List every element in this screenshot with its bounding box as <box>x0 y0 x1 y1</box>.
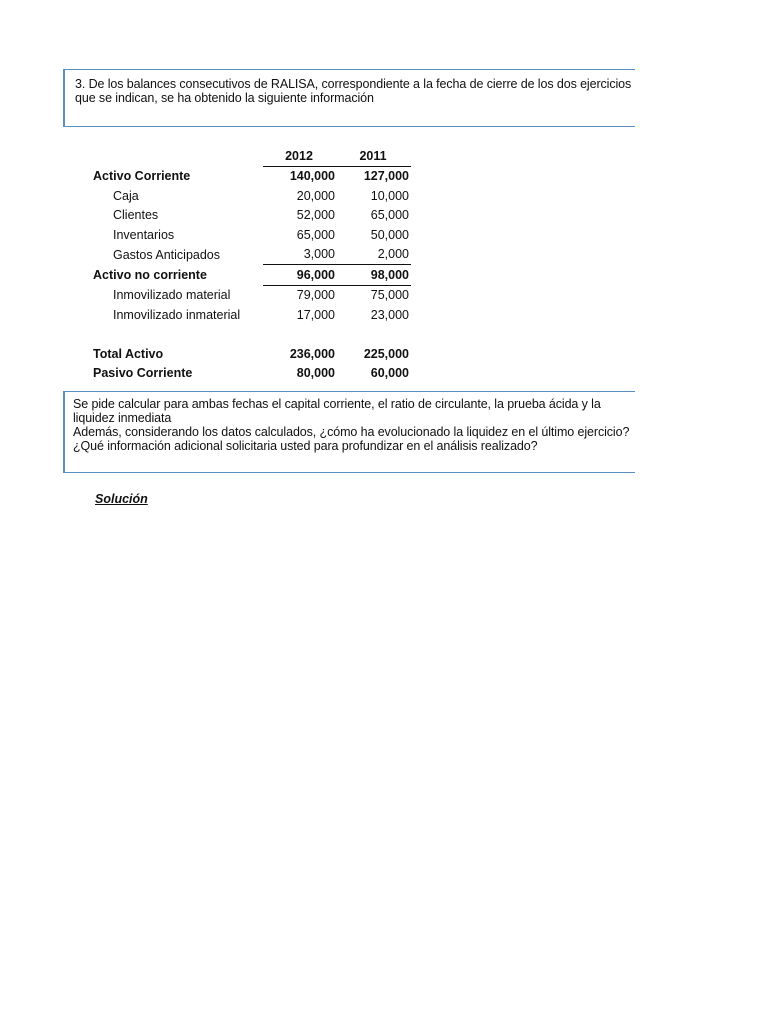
year-2011-header: 2011 <box>359 148 387 163</box>
row-value-2011: 2,000 <box>377 247 409 262</box>
table-row <box>93 206 411 226</box>
row-label: Gastos Anticipados <box>113 247 221 262</box>
row-label: Caja <box>113 188 139 203</box>
intro-text: 3. De los balances consecutivos de RALISA, correspondiente a la fecha de cierre de los dos ejercicios que se indican, se ha obtenido la siguiente información <box>75 77 632 105</box>
row-value-2012: 140,000 <box>263 166 337 186</box>
question-text <box>73 397 633 453</box>
row-value-2012: 52,000 <box>296 208 335 223</box>
row-label: Inmovilizado material <box>113 288 231 302</box>
table-row <box>93 186 411 206</box>
row-label: Activo Corriente <box>93 169 191 183</box>
row-value-2012: 3,000 <box>303 247 335 262</box>
row-label: Total Activo <box>93 346 164 361</box>
table-row <box>93 285 411 305</box>
row-value-2012: 20,000 <box>296 188 335 203</box>
row-value-2011: 75,000 <box>337 285 411 305</box>
table-row <box>93 225 411 245</box>
row-value-2012: 96,000 <box>263 265 337 286</box>
table-spacer <box>93 325 411 345</box>
row-value-2011: 10,000 <box>370 188 409 203</box>
row-value-2011: 50,000 <box>370 227 409 242</box>
row-label: Clientes <box>113 208 159 223</box>
year-2012-header: 2012 <box>285 148 313 163</box>
row-value-2012: 17,000 <box>296 307 335 322</box>
question-line-1: Se pide calcular para ambas fechas el capital corriente, el ratio de circulante, la prueba ácida y la liquidez inmediata <box>73 397 601 425</box>
row-value-2011: 65,000 <box>370 208 409 223</box>
solution-heading: Solución <box>95 492 148 506</box>
row-value-2012: 65,000 <box>296 227 335 242</box>
row-label: Pasivo Corriente <box>93 366 193 381</box>
question-line-2: Además, considerando los datos calculados, ¿cómo ha evolucionado la liquidez en el último ejercicio? ¿Qué información adicional solicitaria usted para profundizar en el análisis realizado? <box>73 425 630 453</box>
row-label: Activo no corriente <box>93 267 207 282</box>
row-label: Inventarios <box>113 227 175 242</box>
balance-table <box>93 146 411 383</box>
table-row <box>93 364 411 384</box>
row-value-2012: 236,000 <box>289 346 335 361</box>
table-header-row <box>93 146 411 166</box>
table-row <box>93 305 411 325</box>
row-value-2011: 225,000 <box>363 346 409 361</box>
table-row <box>93 344 411 364</box>
question-box <box>63 391 635 473</box>
table-row <box>93 166 411 186</box>
row-value-2011: 23,000 <box>370 307 409 322</box>
table-row <box>93 265 411 286</box>
intro-box <box>63 69 635 127</box>
row-value-2011: 127,000 <box>337 166 411 186</box>
row-value-2012: 80,000 <box>296 366 335 381</box>
row-value-2011: 60,000 <box>370 366 409 381</box>
row-label: Inmovilizado inmaterial <box>113 307 241 322</box>
table-row <box>93 245 411 265</box>
row-value-2011: 98,000 <box>337 265 411 286</box>
row-value-2012: 79,000 <box>263 285 337 305</box>
